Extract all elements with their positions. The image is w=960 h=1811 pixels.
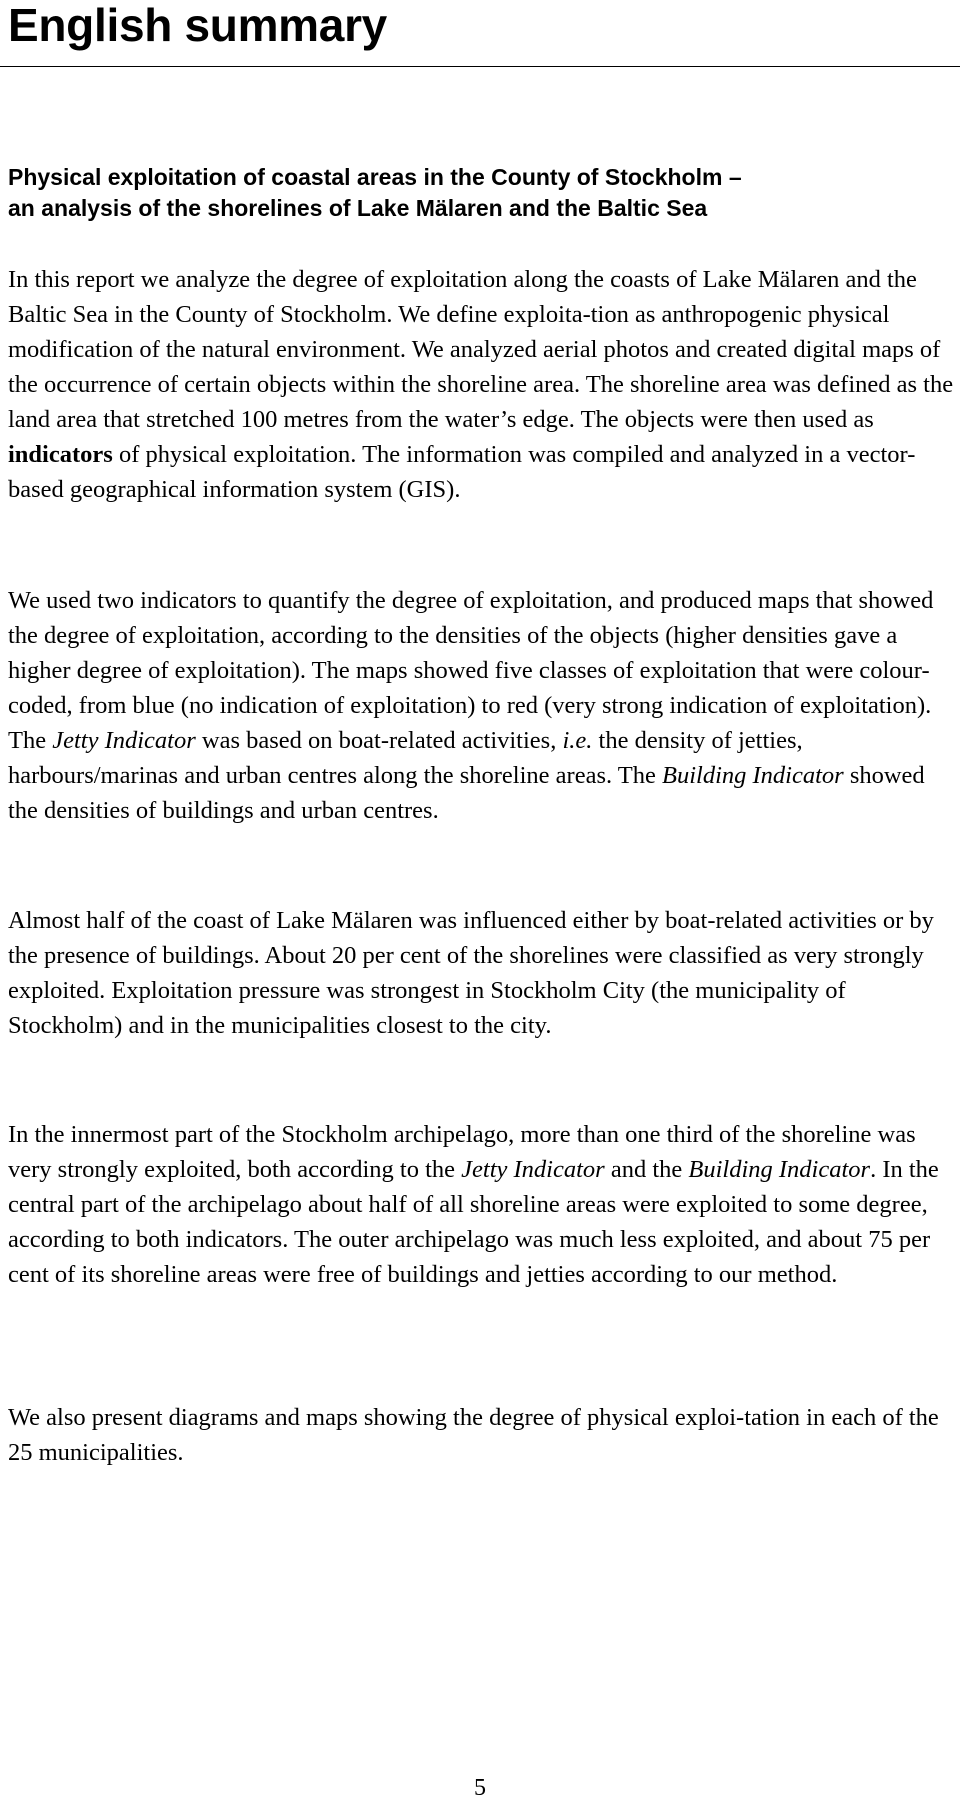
- paragraph-indicators-text-1: We used two indicators to quantify the degree of exploitation, and produced maps that showed the degree of exploitation, according to the densities of the objects (higher densities gave a higher degree of exploitation). The maps showed five classes of exploitation that were colour-coded, from blue (no indication of exploitation) to red (very strong indication of exploitation). The: [8, 587, 934, 754]
- paragraph-indicators-text-3: the density of jetties, harbours/marinas and urban centres along the shoreline areas. The: [8, 727, 803, 789]
- paragraph-archipelago: [8, 1117, 956, 1292]
- jetty-indicator-term: Jetty Indicator: [52, 727, 196, 754]
- paragraph-archipelago-text-1: In the innermost part of the Stockholm archipelago, more than one third of the shoreline was very strongly exploited, both according to the: [8, 1121, 916, 1183]
- paragraph-method: [8, 262, 956, 507]
- paragraph-method-text-2: of physical exploitation. The information was compiled and analyzed in a vector-based geographical information system (GIS).: [8, 441, 916, 503]
- jetty-indicator-term: Jetty Indicator: [461, 1156, 605, 1183]
- page-number: 5: [474, 1775, 486, 1801]
- report-subheading: [8, 162, 938, 224]
- paragraph-municipalities: We also present diagrams and maps showing the degree of physical exploi-tation in each of the 25 municipalities.: [8, 1404, 939, 1466]
- title-divider: [0, 66, 960, 67]
- paragraph-indicators: [8, 583, 956, 828]
- page-title: English summary: [8, 0, 387, 51]
- paragraph-method-text-1: In this report we analyze the degree of exploitation along the coasts of Lake Mälaren and the Baltic Sea in the County of Stockholm. We define exploita-tion as anthropogenic physical modification of the natural environment. We analyzed aerial photos and created digital maps of the occurrence of certain objects within the shoreline area. The shoreline area was defined as the land area that stretched 100 metres from the water’s edge. The objects were then used as: [8, 266, 954, 433]
- paragraph-indicators-text-4: showed the densities of buildings and urban centres.: [8, 762, 925, 824]
- subheading-line-2: an analysis of the shorelines of Lake Mälaren and the Baltic Sea: [8, 195, 708, 221]
- ie-abbreviation: i.e.: [562, 727, 593, 754]
- paragraph-indicators-text-2: was based on boat-related activities,: [195, 727, 563, 754]
- building-indicator-term: Building Indicator: [688, 1156, 871, 1183]
- indicators-term: indicators: [8, 441, 113, 468]
- paragraph-malaren: Almost half of the coast of Lake Mälaren was influenced either by boat-related activities or by the presence of buildings. About 20 per cent of the shorelines were classified as very strongly exploited. Exploitation pressure was strongest in Stockholm City (the municipality of Stockholm) and in the municipalities closest to the city.: [8, 907, 934, 1039]
- subheading-line-1: Physical exploitation of coastal areas in the County of Stockholm –: [8, 164, 742, 190]
- building-indicator-term: Building Indicator: [662, 762, 844, 789]
- paragraph-archipelago-text-3: . In the central part of the archipelago about half of all shoreline areas were exploited to some degree, according to both indicators. The outer archipelago was much less exploited, and about 75 per cent of its shoreline areas were free of buildings and jetties according to our method.: [8, 1156, 939, 1288]
- paragraph-archipelago-text-2: and the: [604, 1156, 689, 1183]
